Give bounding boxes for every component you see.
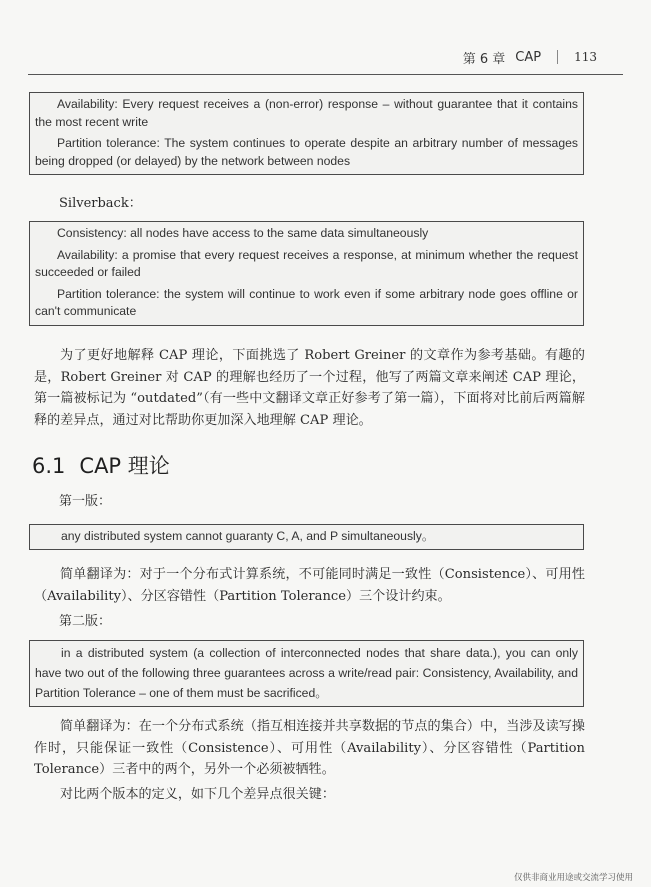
version1-quote: any distributed system cannot guaranty C, A, and P simultaneously。: [61, 529, 435, 543]
running-header: [463, 46, 597, 68]
partition-definition: Partition tolerance: The system continues to operate despite an arbitrary number of messages being dropped (or delayed) by the network between nodes: [35, 136, 578, 168]
version2-translation: 简单翻译为：在一个分布式系统（指互相连接并共享数据的节点的集合）中，当涉及读写操作时，只能保证一致性（Consistence）、可用性（Availability）、分区容错性（Partition Tolerance）三者中的两个，另外一个必须被牺牲。: [34, 719, 585, 777]
compare-paragraph: 对比两个版本的定义，如下几个差异点很关键：: [60, 787, 335, 802]
silverback-label: Silverback：: [59, 196, 142, 211]
version2-label: 第二版：: [59, 614, 112, 629]
header-separator: [557, 50, 558, 64]
section-title: CAP 理论: [79, 454, 170, 478]
section-heading: [32, 450, 170, 480]
version1-translation: 简单翻译为：对于一个分布式计算系统，不可能同时满足一致性（Consistence）、可用性（Availability）、分区容错性（Partition Tolerance）三个设计约束。: [34, 567, 585, 604]
version1-quote-box: [29, 524, 584, 550]
partition-definition: Partition tolerance: the system will continue to work even if some arbitrary node goes offline or can't communicate: [35, 286, 578, 318]
version1-label: 第一版：: [59, 494, 112, 509]
header-rule: [28, 74, 623, 75]
page-number: 113: [574, 50, 597, 64]
version2-quote-box: [29, 640, 584, 707]
footer-note: 仅供非商业用途或交流学习使用: [513, 873, 633, 883]
intro-paragraph: 为了更好地解释 CAP 理论，下面挑选了 Robert Greiner 的文章作为参考基础。有趣的是，Robert Greiner 对 CAP 的理解也经历了一个过程，他写了两篇文章来阐述 CAP 理论，第一篇被标记为 “outdated”（有一些中文翻译文章正好参考了第一篇），下面将对比前后两篇解释的差异点，通过对比帮助你更加深入地理解 CAP 理论。: [34, 348, 585, 428]
definition-box-top: [29, 92, 584, 175]
definition-box-silverback: [29, 221, 584, 326]
chapter-number: 第 6 章: [462, 51, 506, 67]
chapter-title: CAP: [515, 49, 542, 65]
availability-definition: Availability: a promise that every request receives a response, at minimum whether the request succeeded or failed: [35, 247, 578, 279]
consistency-definition: Consistency: all nodes have access to the same data simultaneously: [57, 226, 429, 240]
section-number: 6.1: [32, 454, 66, 478]
availability-definition: Availability: Every request receives a (non-error) response – without guarantee that it contains the most recent write: [35, 97, 578, 129]
version2-quote: in a distributed system (a collection of interconnected nodes that share data.), you can only have two out of the following three guarantees across a write/read pair: Consistency, Availability, and Partition Tolerance – one of them must be sacrificed。: [35, 646, 578, 700]
